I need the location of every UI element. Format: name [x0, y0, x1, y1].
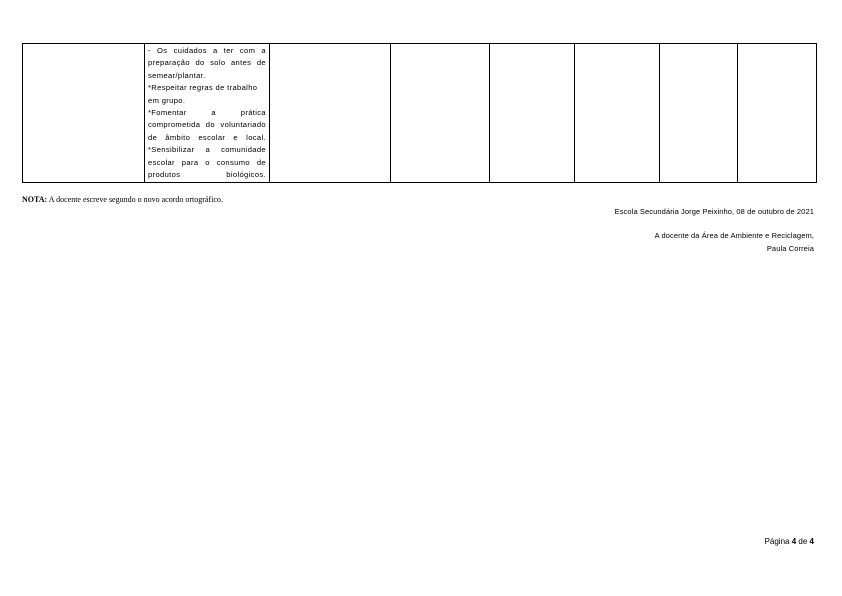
table-row — [23, 44, 817, 183]
table-cell-empty-3 — [391, 44, 490, 183]
nota-label: NOTA: — [22, 195, 48, 204]
page-total: 4 — [809, 537, 814, 546]
table-cell-objectives — [145, 44, 270, 183]
page-current: 4 — [791, 537, 797, 546]
objective-organic-consumption: *Sensibilizar a comunidade escolar para o consumo de produtos biológicos. — [148, 145, 266, 180]
signature-block — [655, 230, 814, 255]
objective-soil-care: - Os cuidados a ter com a preparação do solo antes de semear/plantar. — [148, 46, 266, 80]
table-cell-empty-5 — [575, 44, 660, 183]
teacher-name: Paula Correia — [766, 243, 814, 253]
place-date: Escola Secundária Jorge Peixinho, 08 de outubro de 2021 — [614, 207, 814, 216]
table-cell-empty-2 — [270, 44, 391, 183]
page-separator: de — [798, 537, 808, 546]
table-cell-empty-4 — [490, 44, 575, 183]
page-prefix: Página — [764, 537, 790, 546]
table-cell-empty-1 — [23, 44, 145, 183]
table-cell-empty-6 — [660, 44, 738, 183]
nota-text: A docente escreve segundo o novo acordo ortográfico. — [48, 195, 223, 204]
nota-note — [22, 195, 223, 204]
objective-volunteering: *Fomentar a prática comprometida do voluntariado de âmbito escolar e local. — [148, 108, 266, 142]
objective-group-rules: *Respeitar regras de trabalho em grupo. — [148, 83, 258, 105]
table-cell-empty-7 — [738, 44, 817, 183]
planning-table — [22, 43, 817, 183]
teacher-role: A docente da Área de Ambiente e Reciclagem, — [654, 231, 814, 240]
page-number — [765, 537, 814, 546]
